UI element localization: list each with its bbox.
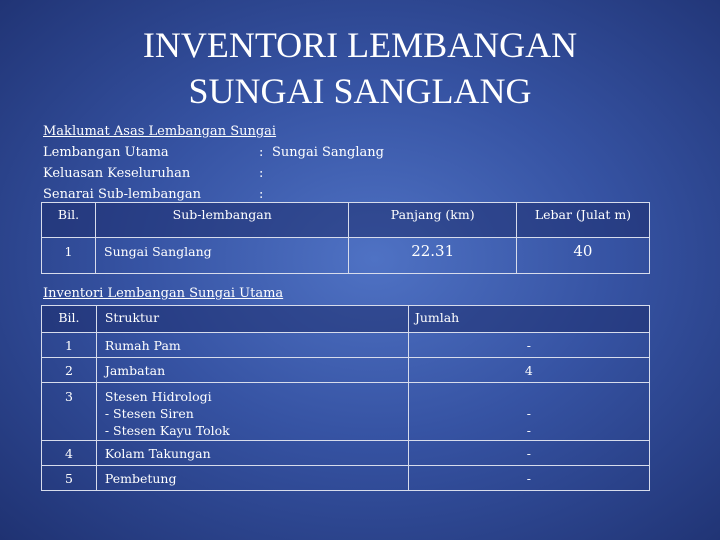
cell-total — [408, 358, 649, 383]
title-line-2: SUNGAI SANGLANG — [188, 71, 532, 111]
cell-structure: Jambatan — [96, 358, 408, 383]
basic-info-heading: Maklumat Asas Lembangan Sungai — [43, 124, 277, 139]
header-total: Jumlah — [408, 306, 649, 333]
info-label: Keluasan Keseluruhan — [43, 166, 191, 181]
structure-sub-item: - Stesen Kayu Tolok — [104, 423, 230, 438]
structure-sub-item: - Stesen Siren — [104, 406, 194, 421]
cell-structure: Kolam Takungan — [96, 441, 408, 466]
cell-bil: 4 — [42, 441, 97, 466]
slide-title — [0, 22, 720, 114]
cell-width: 40 — [516, 238, 649, 274]
cell-total — [408, 333, 649, 358]
cell-structure: Pembetung — [96, 466, 408, 491]
header-length: Panjang (km) — [349, 203, 516, 238]
cell-bil: 5 — [42, 466, 97, 491]
title-line-1: INVENTORI LEMBANGAN — [142, 25, 578, 65]
total-value: - — [526, 423, 532, 438]
cell-sub-basin: Sungai Sanglang — [96, 238, 349, 274]
sub-basin-table — [41, 202, 650, 274]
header-structure: Struktur — [96, 306, 408, 333]
table-row — [42, 466, 650, 491]
cell-total — [408, 441, 649, 466]
info-value: Sungai Sanglang — [272, 145, 384, 160]
cell-bil: 1 — [42, 333, 97, 358]
info-colon: : — [259, 166, 264, 181]
cell-bil: 1 — [42, 238, 96, 274]
total-value: - — [526, 471, 532, 486]
header-bil: Bil. — [42, 306, 97, 333]
header-sub-basin: Sub-lembangan — [96, 203, 349, 238]
header-bil: Bil. — [42, 203, 96, 238]
total-value: - — [526, 446, 532, 461]
total-value: - — [526, 406, 532, 421]
table-row — [42, 441, 650, 466]
cell-total — [408, 466, 649, 491]
inventory-heading: Inventori Lembangan Sungai Utama — [43, 286, 284, 301]
cell-length: 22.31 — [349, 238, 516, 274]
info-label: Senarai Sub-lembangan — [43, 187, 202, 202]
cell-total — [408, 383, 649, 441]
table-row — [42, 383, 650, 441]
cell-bil: 3 — [42, 383, 97, 441]
inventory-table — [41, 305, 650, 491]
table-header-row — [42, 306, 650, 333]
total-value: 4 — [524, 363, 533, 378]
structure-label: Stesen Hidrologi — [104, 389, 212, 404]
table-row — [42, 238, 650, 274]
cell-bil: 2 — [42, 358, 97, 383]
info-colon: : — [259, 187, 264, 202]
header-width: Lebar (Julat m) — [516, 203, 649, 238]
total-value: - — [526, 338, 532, 353]
table-row — [42, 358, 650, 383]
info-colon: : — [259, 145, 264, 160]
info-label: Lembangan Utama — [43, 145, 169, 160]
cell-structure: Rumah Pam — [96, 333, 408, 358]
table-header-row — [42, 203, 650, 238]
table-row — [42, 333, 650, 358]
cell-structure — [96, 383, 408, 441]
